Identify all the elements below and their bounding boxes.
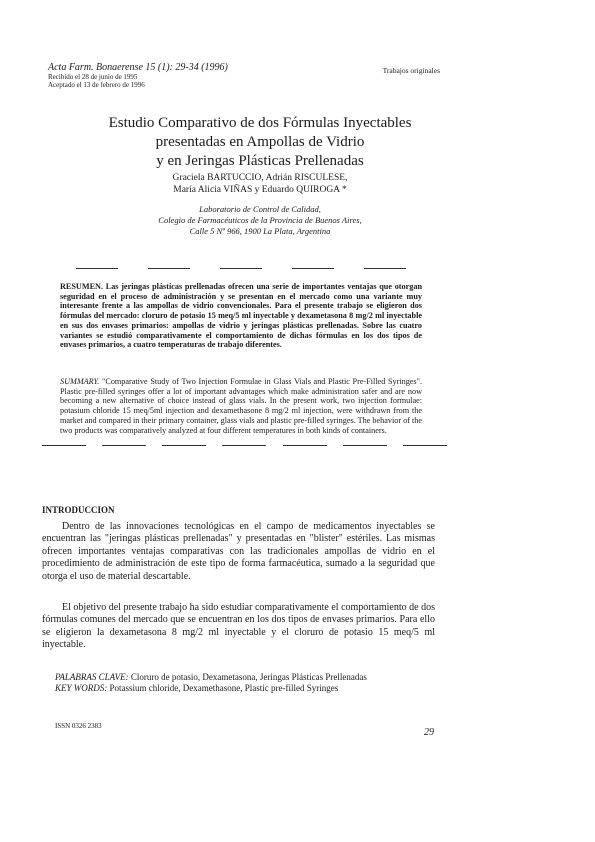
journal-citation: Acta Farm. Bonaerense 15 (1): 29-34 (1996)	[48, 62, 228, 73]
summary-abstract	[60, 377, 422, 435]
rule-segment	[76, 268, 118, 269]
summary-text: "Comparative Study of Two Injection Formulae in Glass Vials and Plastic Pre-Filled Syringes". Plastic pre-filled syringes offer a lot of important advantages which make administration safer and are now becoming a new alternative of choice instead of glass vials. In the present work, two injection formulae: potasium chloride 15 meq/5ml injection and dexamethasone 8 mg/2 ml injection, were withdrawn from the market and compared in their primary container, glass vials and plastic pre-filled syringes. The behavior of the two products was comparatively analyzed at four different temperatures in both kinds of containers.	[60, 377, 422, 435]
affiliation	[90, 204, 430, 237]
abstract-top-rule	[76, 268, 406, 269]
title-line-3: y en Jeringas Plásticas Prellenadas	[156, 153, 364, 169]
rule-segment	[148, 268, 190, 269]
issn: ISSN 0326 2383	[55, 722, 102, 730]
affiliation-line-2: Colegio de Farmacéuticos de la Provincia de Buenos Aires,	[158, 215, 362, 225]
resumen-label: RESUMEN.	[60, 282, 103, 291]
author-list	[90, 172, 430, 196]
introduccion-heading: INTRODUCCION	[42, 505, 115, 515]
rule-segment	[220, 268, 262, 269]
rule-segment	[292, 268, 334, 269]
rule-segment	[283, 445, 327, 446]
key-words-label: KEY WORDS:	[55, 683, 108, 693]
received-date: Recibido el 28 de junio de 1995	[48, 73, 138, 81]
rule-segment	[102, 445, 146, 446]
title-line-1: Estudio Comparativo de dos Fórmulas Inyectables	[108, 115, 412, 131]
rule-segment	[364, 268, 406, 269]
palabras-clave-text: Cloruro de potasio, Dexametasona, Jeringas Plásticas Prellenadas	[130, 672, 367, 682]
page-number: 29	[424, 727, 434, 738]
abstract-bottom-rule	[42, 445, 447, 446]
affiliation-line-1: Laboratorio de Control de Calidad,	[199, 204, 321, 214]
title-line-2: presentadas en Ampollas de Vidrio	[155, 134, 365, 150]
authors-line-2: María Alicia VIÑAS y Eduardo QUIROGA *	[173, 185, 347, 195]
section-tag: Trabajos originales	[382, 66, 440, 75]
palabras-clave-label: PALABRAS CLAVE:	[55, 672, 129, 682]
palabras-clave	[55, 672, 435, 683]
introduccion-paragraph-1	[42, 521, 435, 583]
rule-segment	[222, 445, 266, 446]
introduccion-paragraph-2	[42, 602, 435, 652]
resumen-text: Las jeringas plásticas prellenadas ofrecen una serie de importantes ventajas que otorgan seguridad en el proceso de administración y se presentan en el mercado como una variante muy interesante frente a las ampollas de vidrio convencionales. Para el presente trabajo se eligieron dos fórmulas del mercado: cloruro de potasio 15 meq/5 ml inyectable y dexametasona 8 mg/2 ml inyectable en sus dos envases primarios: ampollas de vidrio y jeringas plásticas prellenadas. Sobre las cuatro variantes se estudió comparativamente el comportamiento de dichas fórmulas en los dos tipos de envases primarios, a cuatro temperaturas de trabajo diferentes.	[60, 282, 423, 350]
summary-label: SUMMARY.	[60, 377, 100, 386]
rule-segment	[403, 445, 447, 446]
introduccion-p2-text: El objetivo del presente trabajo ha sido estudiar comparativamente el comportamiento de dos fórmulas comunes del mercado que se encuentran en los dos tipos de envases primarios. Para ello se eligieron la dexametasona 8 mg/2 ml inyectable y el cloruro de potasio 15 meq/5 ml inyectable.	[42, 602, 435, 651]
authors-line-1: Graciela BARTUCCIO, Adrián RISCULESE,	[172, 173, 348, 183]
affiliation-line-3: Calle 5 Nº 966, 1900 La Plata, Argentina	[189, 226, 331, 236]
rule-segment	[162, 445, 206, 446]
key-words	[55, 683, 435, 694]
rule-segment	[343, 445, 387, 446]
introduccion-p1-text: Dentro de las innovaciones tecnológicas en el campo de medicamentos inyectables se encuentran las "jeringas plásticas prellenadas" y presentadas en "blister" estériles. Las mismas ofrecen importantes ventajas comparativas con las tradicionales ampollas de vidrio en el procedimiento de administración de este tipo de forma farmacéutica, sumado a la seguridad que otorga el uso de material descartable.	[42, 521, 435, 582]
accepted-date: Aceptado el 13 de febrero de 1996	[48, 81, 145, 89]
key-words-text: Potassium chloride, Dexamethasone, Plastic pre-filled Syringes	[109, 683, 339, 693]
rule-segment	[42, 445, 86, 446]
article-title	[60, 114, 460, 171]
resumen-abstract	[60, 282, 422, 350]
